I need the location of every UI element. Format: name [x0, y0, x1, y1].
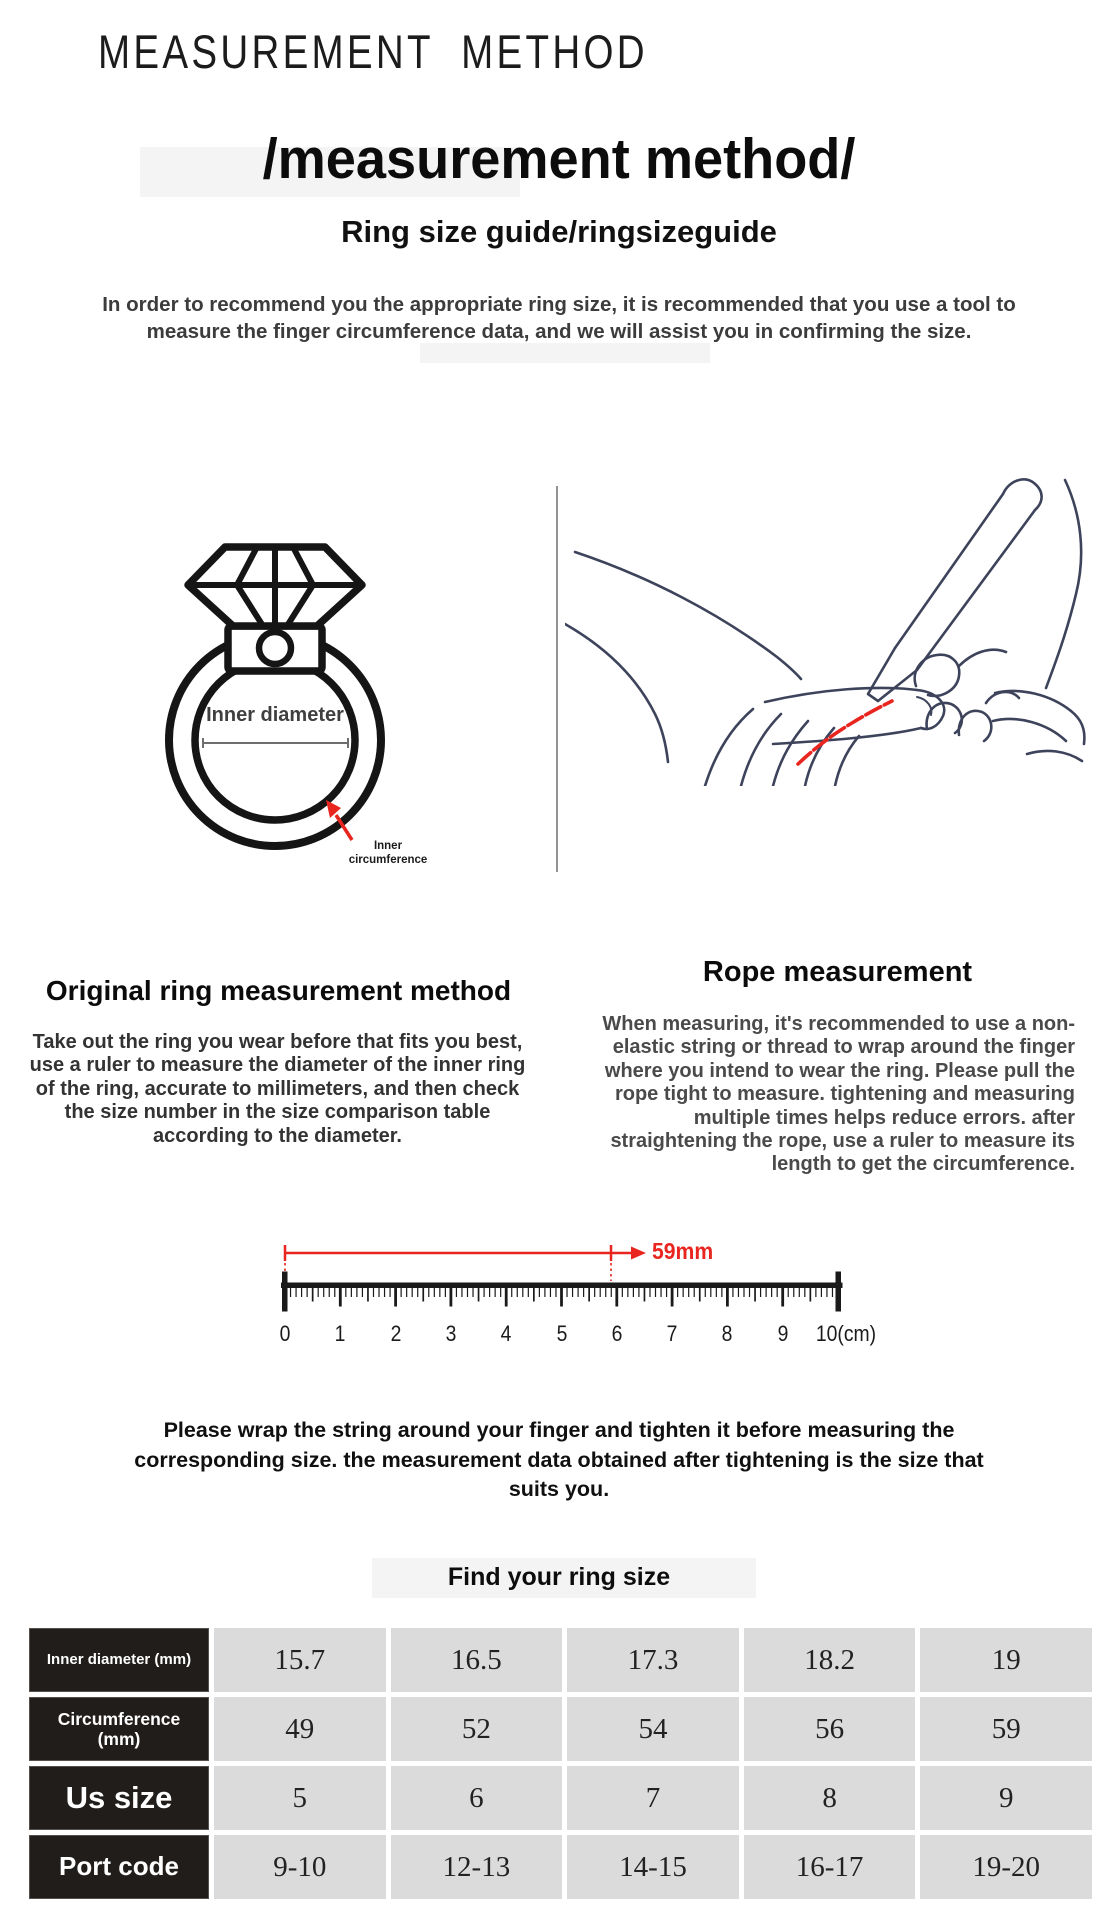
- ruler-number: 8: [722, 1321, 733, 1346]
- ruler-number: 3: [445, 1321, 457, 1346]
- ruler-number: 6: [611, 1321, 623, 1346]
- ruler-number: 5: [556, 1321, 567, 1346]
- page-eyebrow: MEASUREMENT METHOD: [98, 25, 648, 78]
- inner-diameter-label: Inner diameter: [206, 704, 344, 726]
- ruler-number: 4: [500, 1321, 512, 1346]
- ruler-measure-label: 59mm: [652, 1238, 714, 1264]
- left-method-heading: Original ring measurement method: [45, 975, 512, 1006]
- size-table-heading: Find your ring size: [447, 1563, 671, 1591]
- left-method-body: Take out the ring you wear before that fits you best, use a ruler to measure the diameter of the inner ring of the ring, accurate to millimeters, and then check the size number in the size comparison table according to the diameter.: [29, 1031, 526, 1147]
- ring-diagram: [145, 535, 455, 880]
- intro-paragraph: In order to recommend you the appropriate ring size, it is recommended that you use a tool to measure the finger circumference data, and we will assist you in confirming the size.: [102, 293, 1016, 344]
- ruler: [260, 1225, 877, 1360]
- table-cell: 8: [744, 1766, 916, 1830]
- ruler-number: 10(cm): [815, 1321, 877, 1346]
- column-divider: [556, 486, 558, 872]
- ruler-number: 2: [390, 1321, 401, 1346]
- table-cell: 19: [920, 1628, 1092, 1692]
- table-cell: 54: [567, 1697, 739, 1761]
- table-row-header: Us size: [29, 1766, 209, 1830]
- hand-pen-illustration-icon: [565, 452, 1095, 786]
- wrap-string-note: Please wrap the string around your finger and tighten it before measuring the corresponding size. the measurement data obtained after tightening is the size that suits you.: [134, 1418, 984, 1502]
- table-cell: 59: [920, 1697, 1092, 1761]
- right-method-heading: Rope measurement: [702, 956, 973, 988]
- table-cell: 16-17: [744, 1835, 916, 1899]
- table-cell: 17.3: [567, 1628, 739, 1692]
- ring-size-table: [29, 1628, 1092, 1899]
- ruler-number: 9: [777, 1321, 789, 1346]
- table-row-header: Circumference (mm): [29, 1697, 209, 1761]
- table-cell: 18.2: [744, 1628, 916, 1692]
- ghost-patch: [420, 343, 710, 363]
- table-cell: 6: [391, 1766, 563, 1830]
- page-subtitle: Ring size guide/ringsizeguide: [341, 214, 777, 249]
- table-cell: 56: [744, 1697, 916, 1761]
- right-method-body: When measuring, it's recommended to use a non-elastic string or thread to wrap around the finger where you intend to wear the ring. Please pull the rope tight to measure. tightening and measuring multiple times helps reduce errors. after straightening the rope, use a ruler to measure its length to get the circumference.: [602, 1013, 1075, 1176]
- table-cell: 9: [920, 1766, 1092, 1830]
- table-cell: 16.5: [391, 1628, 563, 1692]
- table-cell: 5: [214, 1766, 386, 1830]
- table-cell: 19-20: [920, 1835, 1092, 1899]
- table-row-header: Port code: [29, 1835, 209, 1899]
- table-cell: 52: [391, 1697, 563, 1761]
- table-cell: 15.7: [214, 1628, 386, 1692]
- ruler-number: 1: [334, 1321, 346, 1346]
- table-row-header: Inner diameter (mm): [29, 1628, 209, 1692]
- table-cell: 49: [214, 1697, 386, 1761]
- table-cell: 14-15: [567, 1835, 739, 1899]
- ruler-number: 0: [279, 1321, 291, 1346]
- inner-circumference-label: Inner circumference: [348, 840, 428, 867]
- rope-measurement-diagram: [565, 452, 1095, 786]
- page-title: /measurement method/: [262, 127, 856, 191]
- ruler-number: 7: [666, 1321, 678, 1346]
- table-cell: 9-10: [214, 1835, 386, 1899]
- table-cell: 7: [567, 1766, 739, 1830]
- table-cell: 12-13: [391, 1835, 563, 1899]
